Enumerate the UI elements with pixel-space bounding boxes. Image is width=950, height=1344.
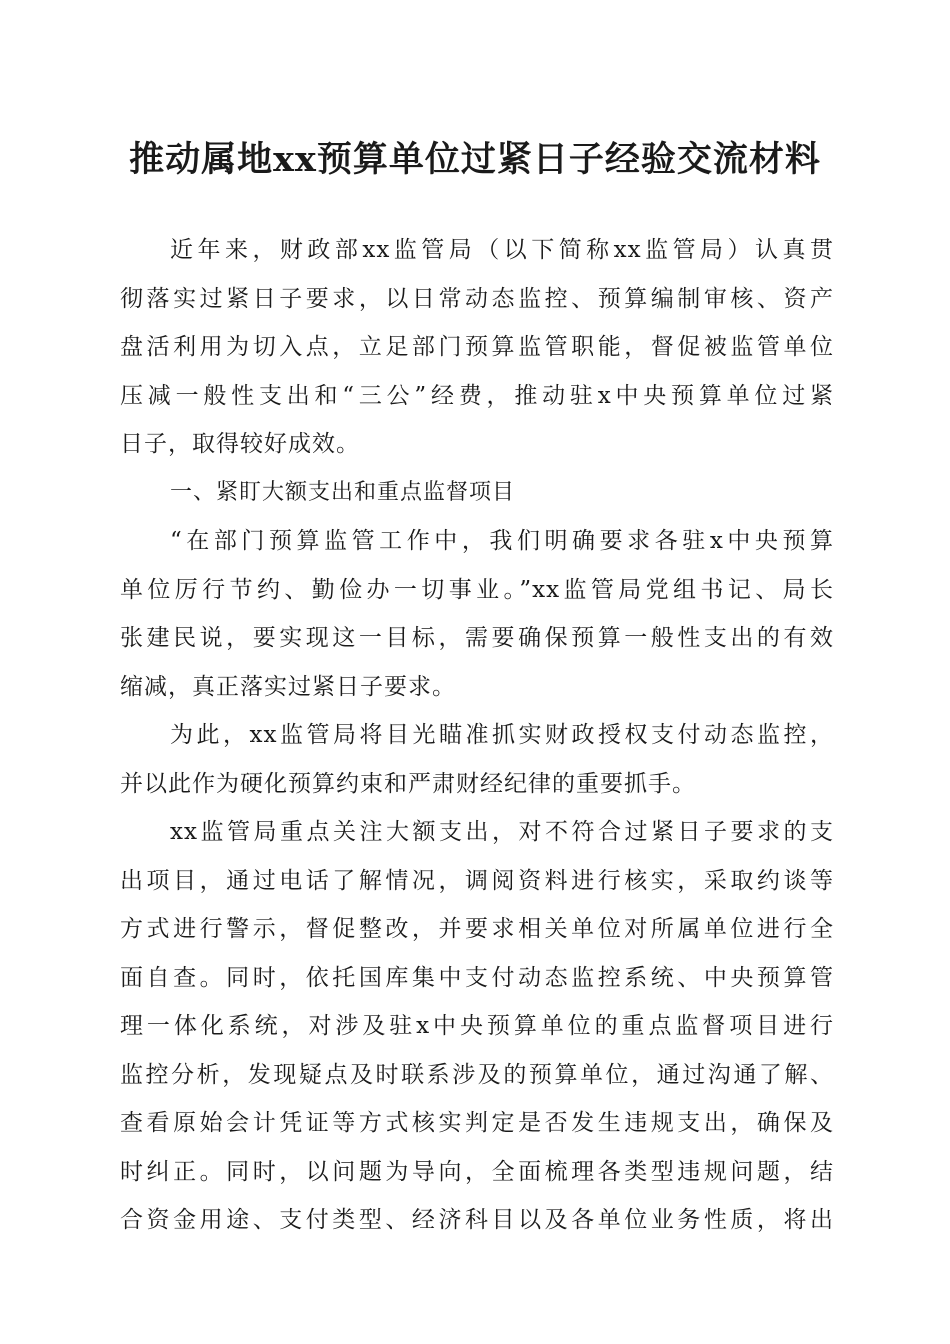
paragraph-line: 盘活利用为切入点，立足部门预算监管职能，督促被监管单位 — [120, 334, 834, 360]
paragraph-line: 合资金用途、支付类型、经济科目以及各单位业务性质，将出 — [120, 1207, 834, 1233]
document-title: 推动属地xx预算单位过紧日子经验交流材料 — [129, 139, 821, 180]
paragraph-line: 面自查。同时，依托国库集中支付动态监控系统、中央预算管 — [120, 964, 834, 991]
section-heading: 一、紧盯大额支出和重点监督项目 — [170, 479, 516, 505]
paragraph-line: 单位厉行节约、勤俭办一切事业。”xx监管局党组书记、局长 — [120, 576, 834, 603]
paragraph-line: “在部门预算监管工作中，我们明确要求各驻x中央预算 — [170, 528, 834, 554]
paragraph-line: 为此，xx监管局将目光瞄准抓实财政授权支付动态监控， — [170, 722, 834, 748]
paragraph-line: xx监管局重点关注大额支出，对不符合过紧日子要求的支 — [170, 819, 834, 845]
document-body — [120, 226, 834, 1245]
paragraph-line: 出项目，通过电话了解情况，调阅资料进行核实，采取约谈等 — [120, 867, 834, 894]
paragraph-line: 日子，取得较好成效。 — [120, 431, 360, 457]
paragraph-line: 近年来，财政部xx监管局（以下简称xx监管局）认真贯 — [170, 237, 834, 263]
paragraph-line: 查看原始会计凭证等方式核实判定是否发生违规支出，确保及 — [120, 1110, 834, 1136]
paragraph-line: 方式进行警示，督促整改，并要求相关单位对所属单位进行全 — [120, 916, 834, 942]
paragraph-line: 并以此作为硬化预算约束和严肃财经纪律的重要抓手。 — [120, 770, 696, 797]
paragraph-line: 理一体化系统，对涉及驻x中央预算单位的重点监督项目进行 — [120, 1013, 834, 1039]
paragraph-line: 压减一般性支出和“三公”经费，推动驻x中央预算单位过紧 — [120, 382, 834, 409]
paragraph-line: 张建民说，要实现这一目标，需要确保预算一般性支出的有效 — [120, 625, 834, 651]
paragraph-line: 监控分析，发现疑点及时联系涉及的预算单位，通过沟通了解、 — [120, 1061, 834, 1088]
paragraph-line: 彻落实过紧日子要求，以日常动态监控、预算编制审核、资产 — [120, 285, 834, 312]
paragraph-line: 缩减，真正落实过紧日子要求。 — [120, 673, 456, 700]
paragraph-line: 时纠正。同时，以问题为导向，全面梳理各类型违规问题，结 — [120, 1158, 834, 1185]
